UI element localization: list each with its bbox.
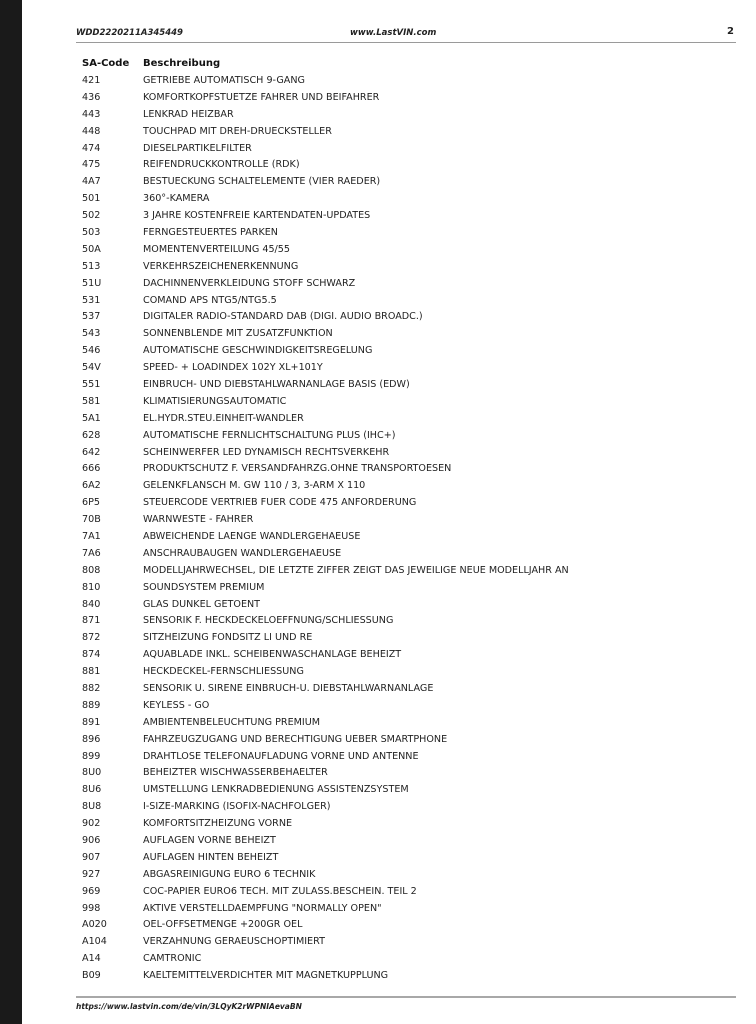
sa-description: KOMFORTKOPFSTUETZE FAHRER UND BEIFAHRER [143, 91, 380, 103]
page-number: 2 [727, 26, 734, 37]
sa-code: 907 [82, 851, 101, 863]
sa-code: 513 [82, 260, 101, 272]
sa-description: EINBRUCH- UND DIEBSTAHLWARNANLAGE BASIS (EDW) [143, 378, 410, 390]
sa-description: AKTIVE VERSTELLDAEMPFUNG "NORMALLY OPEN" [143, 902, 382, 914]
sa-description: I-SIZE-MARKING (ISOFIX-NACHFOLGER) [143, 801, 331, 813]
sa-description: FAHRZEUGZUGANG UND BERECHTIGUNG UEBER SMARTPHONE [143, 733, 448, 745]
sa-code: 642 [82, 446, 101, 458]
sa-description: MOMENTENVERTEILUNG 45/55 [143, 243, 290, 255]
sa-code: 882 [82, 683, 101, 694]
footer-url[interactable]: https://www.lastvin.com/de/vin/3LQyK2rWPNIAevaBN [76, 1002, 302, 1011]
sa-description: AUTOMATISCHE GESCHWINDIGKEITSREGELUNG [143, 345, 373, 357]
table-row [82, 444, 722, 461]
table-row [82, 629, 722, 646]
table-row [82, 731, 722, 748]
sa-description: DACHINNENVERKLEIDUNG STOFF SCHWARZ [143, 277, 356, 289]
sa-code: 666 [82, 463, 101, 475]
table-row [82, 950, 722, 967]
site-name[interactable]: www.LastVIN.com [350, 28, 437, 38]
sa-code: 896 [82, 733, 101, 745]
sa-code: 502 [82, 210, 101, 222]
sa-code: 998 [82, 902, 101, 914]
sa-code: 5A1 [82, 412, 101, 424]
table-row [82, 866, 722, 883]
sa-description: PRODUKTSCHUTZ F. VERSANDFAHRZG.OHNE TRANSPORTOESEN [143, 463, 452, 475]
table-row [82, 798, 722, 815]
sa-code: 902 [82, 818, 101, 830]
table-header [82, 54, 722, 72]
table-body [82, 72, 722, 984]
sa-description: KAELTEMITTELVERDICHTER MIT MAGNETKUPPLUNG [143, 970, 389, 982]
table-row [82, 275, 722, 292]
sa-code: 810 [82, 581, 101, 593]
table-row [82, 883, 722, 900]
sa-code: 581 [82, 395, 101, 407]
sa-description: GLAS DUNKEL GETOENT [143, 598, 261, 610]
table-row [82, 663, 722, 680]
sa-code: 927 [82, 868, 101, 880]
sa-code: 874 [82, 649, 101, 661]
column-header-code: SA-Code [82, 57, 130, 69]
sa-description: AQUABLADE INKL. SCHEIBENWASCHANLAGE BEHEIZT [143, 649, 402, 661]
table-row [82, 545, 722, 562]
table-row [82, 815, 722, 832]
table-row [82, 562, 722, 579]
sa-description: AUFLAGEN VORNE BEHEIZT [143, 835, 276, 847]
table-row [82, 748, 722, 765]
sa-description: ABGASREINIGUNG EURO 6 TECHNIK [143, 868, 316, 880]
sa-description: SPEED- + LOADINDEX 102Y XL+101Y [143, 362, 323, 374]
table-row [82, 596, 722, 613]
sa-code: 436 [82, 91, 101, 103]
sa-description: BESTUECKUNG SCHALTELEMENTE (VIER RAEDER) [143, 176, 381, 188]
table-row [82, 477, 722, 494]
table-row [82, 393, 722, 410]
sa-code-table [82, 54, 722, 984]
table-row [82, 140, 722, 157]
sa-description: GELENKFLANSCH M. GW 110 / 3, 3-ARM X 110 [143, 480, 366, 492]
sa-code: 899 [82, 750, 101, 762]
sa-code: 543 [82, 328, 101, 340]
sa-description: COC-PAPIER EURO6 TECH. MIT ZULASS.BESCHEIN. TEIL 2 [143, 885, 417, 897]
document-page [22, 0, 756, 1024]
table-row [82, 308, 722, 325]
table-row [82, 106, 722, 123]
sa-description: UMSTELLUNG LENKRADBEDIENUNG ASSISTENZSYSTEM [143, 784, 409, 796]
table-row [82, 613, 722, 630]
table-row [82, 528, 722, 545]
page-header [76, 26, 736, 43]
sa-code: 881 [82, 666, 101, 678]
table-row [82, 123, 722, 140]
sa-code: 474 [82, 142, 101, 154]
sa-description: VERZAHNUNG GERAEUSCHOPTIMIERT [143, 936, 325, 948]
sa-description: KEYLESS - GO [143, 699, 210, 711]
sa-description: DRAHTLOSE TELEFONAUFLADUNG VORNE UND ANTENNE [143, 750, 419, 762]
sa-description: BEHEIZTER WISCHWASSERBEHAELTER [143, 767, 328, 779]
sa-description: CAMTRONIC [143, 953, 202, 965]
sa-description: SENSORIK F. HECKDECKELOEFFNUNG/SCHLIESSUNG [143, 615, 394, 627]
table-row [82, 156, 722, 173]
table-row [82, 917, 722, 934]
sa-code: 475 [82, 159, 101, 171]
table-row [82, 410, 722, 427]
sa-code: 6P5 [82, 497, 100, 509]
sa-description: EL.HYDR.STEU.EINHEIT-WANDLER [143, 412, 304, 424]
sa-code: 891 [82, 716, 101, 728]
sa-code: 503 [82, 226, 101, 238]
sa-description: COMAND APS NTG5/NTG5.5 [143, 294, 277, 306]
sa-description: AUFLAGEN HINTEN BEHEIZT [143, 851, 279, 863]
sa-description: KLIMATISIERUNGSAUTOMATIC [143, 395, 287, 407]
sa-description: HECKDECKEL-FERNSCHLIESSUNG [143, 666, 304, 678]
sa-code: 501 [82, 193, 101, 205]
table-row [82, 359, 722, 376]
sa-code: 8U8 [82, 801, 102, 813]
sa-code: 551 [82, 378, 101, 390]
sa-description: OEL-OFFSETMENGE +200GR OEL [143, 919, 303, 931]
table-row [82, 697, 722, 714]
sa-description: ABWEICHENDE LAENGE WANDLERGEHAEUSE [143, 530, 361, 542]
sa-code: 969 [82, 885, 101, 897]
sa-code: 872 [82, 632, 101, 644]
vin-number: WDD2220211A345449 [76, 28, 183, 38]
sa-description: AMBIENTENBELEUCHTUNG PREMIUM [143, 716, 321, 728]
table-row [82, 460, 722, 477]
sa-code: 7A6 [82, 547, 101, 559]
table-row [82, 427, 722, 444]
sa-description: WARNWESTE - FAHRER [143, 514, 254, 526]
table-row [82, 241, 722, 258]
sa-code: 537 [82, 311, 101, 323]
sa-code: 54V [82, 362, 101, 374]
sa-code: A104 [82, 936, 107, 948]
sa-description: SONNENBLENDE MIT ZUSATZFUNKTION [143, 328, 333, 340]
sa-code: 6A2 [82, 480, 101, 492]
sa-code: 871 [82, 615, 101, 627]
sa-description: DIESELPARTIKELFILTER [143, 142, 252, 154]
table-row [82, 292, 722, 309]
sa-code: 8U0 [82, 767, 102, 779]
sa-code: 906 [82, 835, 101, 847]
sa-code: 808 [82, 564, 101, 576]
table-row [82, 714, 722, 731]
sa-description: SENSORIK U. SIRENE EINBRUCH-U. DIEBSTAHLWARNANLAGE [143, 683, 434, 694]
sa-code: 840 [82, 598, 101, 610]
table-row [82, 849, 722, 866]
table-row [82, 511, 722, 528]
table-row [82, 325, 722, 342]
table-row [82, 173, 722, 190]
table-row [82, 72, 722, 89]
sa-code: 546 [82, 345, 101, 357]
page-footer [76, 996, 736, 1011]
table-row [82, 646, 722, 663]
sa-description: STEUERCODE VERTRIEB FUER CODE 475 ANFORDERUNG [143, 497, 417, 509]
table-row [82, 967, 722, 984]
sa-description: MODELLJAHRWECHSEL, DIE LETZTE ZIFFER ZEIGT DAS JEWEILIGE NEUE MODELLJAHR AN [143, 564, 569, 576]
table-row [82, 832, 722, 849]
sa-code: 889 [82, 699, 101, 711]
sa-code: 448 [82, 125, 101, 137]
table-row [82, 342, 722, 359]
sa-code: 50A [82, 243, 101, 255]
table-row [82, 207, 722, 224]
sa-description: GETRIEBE AUTOMATISCH 9-GANG [143, 74, 305, 86]
column-header-description: Beschreibung [143, 57, 221, 69]
table-row [82, 900, 722, 917]
sa-code: 628 [82, 429, 101, 441]
sa-code: 70B [82, 514, 101, 526]
sa-code: 4A7 [82, 176, 101, 188]
sa-description: 3 JAHRE KOSTENFREIE KARTENDATEN-UPDATES [143, 210, 371, 222]
table-row [82, 258, 722, 275]
table-row [82, 579, 722, 596]
table-row [82, 781, 722, 798]
table-row [82, 224, 722, 241]
sa-description: SITZHEIZUNG FONDSITZ LI UND RE [143, 632, 313, 644]
table-row [82, 89, 722, 106]
sa-code: A020 [82, 919, 107, 931]
table-row [82, 680, 722, 697]
sa-code: A14 [82, 953, 101, 965]
sa-code: 7A1 [82, 530, 101, 542]
table-row [82, 376, 722, 393]
table-row [82, 190, 722, 207]
sa-description: VERKEHRSZEICHENERKENNUNG [143, 260, 299, 272]
sa-description: AUTOMATISCHE FERNLICHTSCHALTUNG PLUS (IHC+) [143, 429, 396, 441]
sa-code: 51U [82, 277, 102, 289]
sa-code: 531 [82, 294, 101, 306]
sa-code: 421 [82, 74, 101, 86]
sa-description: REIFENDRUCKKONTROLLE (RDK) [143, 159, 300, 171]
sa-code: 443 [82, 108, 101, 120]
sa-description: 360°-KAMERA [143, 193, 210, 205]
sa-description: ANSCHRAUBAUGEN WANDLERGEHAEUSE [143, 547, 342, 559]
sa-description: SOUNDSYSTEM PREMIUM [143, 581, 265, 593]
sa-description: LENKRAD HEIZBAR [143, 108, 234, 120]
sa-code: B09 [82, 970, 101, 982]
sa-description: KOMFORTSITZHEIZUNG VORNE [143, 818, 293, 830]
sa-code: 8U6 [82, 784, 102, 796]
sa-description: TOUCHPAD MIT DREH-DRUECKSTELLER [143, 125, 332, 137]
sa-description: FERNGESTEUERTES PARKEN [143, 226, 278, 238]
sa-description: DIGITALER RADIO-STANDARD DAB (DIGI. AUDIO BROADC.) [143, 311, 423, 323]
table-row [82, 933, 722, 950]
sa-description: SCHEINWERFER LED DYNAMISCH RECHTSVERKEHR [143, 446, 390, 458]
table-row [82, 494, 722, 511]
table-row [82, 765, 722, 782]
